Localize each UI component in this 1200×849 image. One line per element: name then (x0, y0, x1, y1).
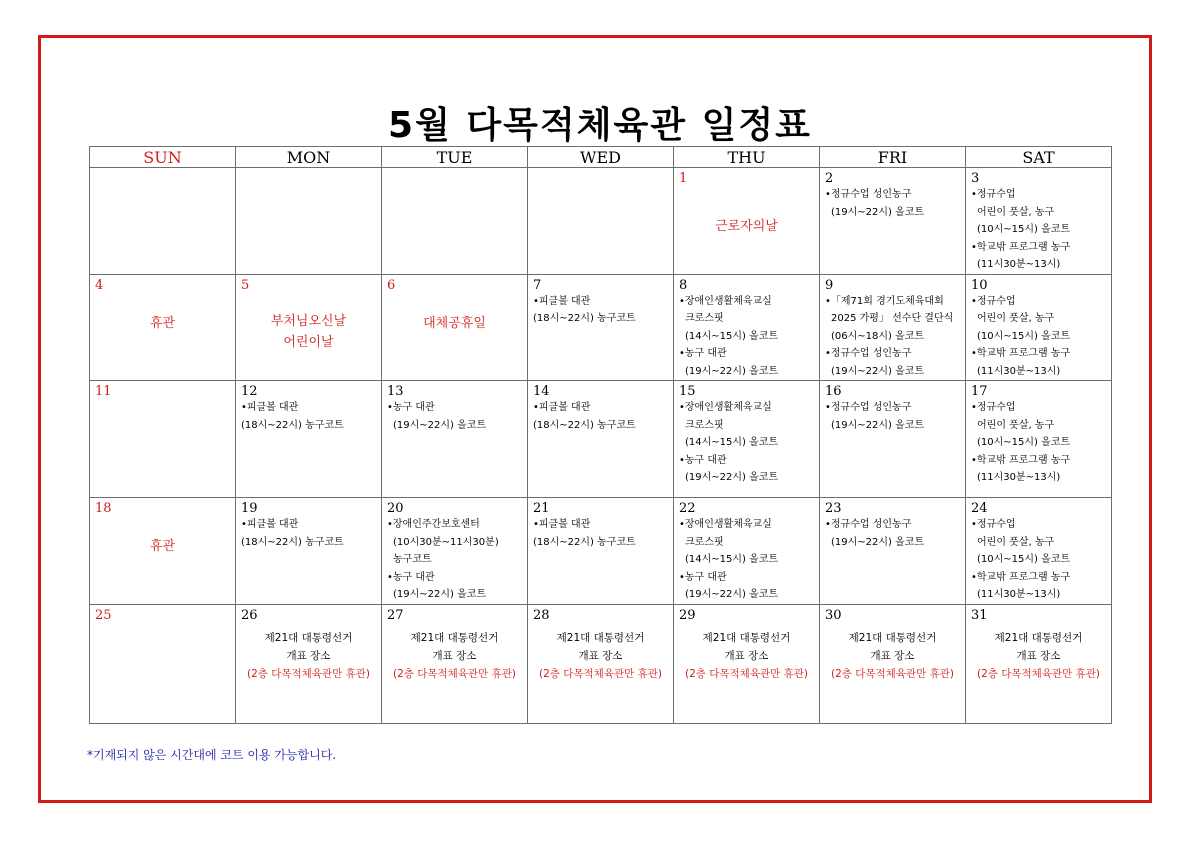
day-number: 7 (533, 277, 542, 293)
day-number: 16 (825, 384, 842, 399)
day-cell (674, 168, 820, 275)
day-cell (236, 381, 382, 498)
day-number: 30 (825, 607, 842, 623)
week-row (90, 168, 1112, 275)
day-cell (966, 274, 1112, 381)
event-detail: 어린이 풋살, 농구 (977, 206, 1055, 218)
event-title: •피클볼 대관 (241, 519, 299, 530)
day-cell (820, 498, 966, 605)
event-detail: 농구코트 (393, 554, 432, 565)
event-detail: 어린이 풋살, 농구 (977, 313, 1055, 324)
event-detail: (10시~15시) 올코트 (977, 224, 1071, 235)
event-title: •정규수업 (971, 519, 1016, 530)
election-notice (674, 623, 819, 683)
election-text: 제21대 대통령선거 (702, 631, 791, 644)
event-detail: (10시~15시) 올코트 (977, 330, 1071, 342)
event-title: •피클볼 대관 (241, 402, 299, 413)
day-number: 5 (241, 277, 250, 293)
weekday-header-fri: FRI (820, 147, 966, 168)
day-cell (528, 381, 674, 498)
day-cell (966, 498, 1112, 605)
election-text: 개표 장소 (432, 649, 477, 662)
election-notice (966, 623, 1111, 683)
event-detail: (11시30분~13시) (977, 259, 1061, 270)
closure-note: (2층 다목적체육관만 휴관) (685, 667, 808, 680)
event-title: •정규수업 성인농구 (825, 348, 912, 359)
day-number: 6 (387, 277, 396, 293)
holiday-text: 대체공휴일 (423, 315, 486, 331)
event-title: •피클볼 대관 (533, 402, 591, 413)
election-text: 제21대 대통령선거 (994, 631, 1083, 644)
event-detail: (19시~22시) 올코트 (831, 536, 925, 548)
day-number: 22 (679, 501, 696, 516)
weekday-header-row (90, 147, 1112, 168)
day-number: 28 (533, 607, 550, 623)
day-cell (674, 498, 820, 605)
day-cell (528, 168, 674, 275)
election-text: 제21대 대통령선거 (410, 631, 499, 644)
event-list (528, 399, 673, 434)
day-cell (90, 498, 236, 605)
day-cell (820, 274, 966, 381)
day-number: 1 (679, 171, 688, 186)
event-detail: (19시~22시) 올코트 (685, 589, 779, 600)
event-detail: (19시~22시) 올코트 (831, 206, 925, 218)
day-number: 2 (825, 171, 834, 186)
event-detail: (19시~22시) 올코트 (685, 365, 779, 377)
election-text: 개표 장소 (578, 649, 623, 662)
event-list (820, 399, 965, 434)
event-title: •장애인생활체육교실 (679, 519, 772, 530)
day-cell (90, 381, 236, 498)
holiday-label (90, 536, 235, 557)
event-title: •피클볼 대관 (533, 519, 591, 530)
event-detail: 어린이 풋살, 농구 (977, 536, 1055, 548)
event-title: •학교밖 프로그램 농구 (971, 454, 1071, 466)
event-list (528, 516, 673, 551)
day-cell (382, 274, 528, 381)
day-number: 20 (387, 501, 404, 516)
day-cell (528, 498, 674, 605)
event-detail: (10시~15시) 올코트 (977, 437, 1071, 448)
event-detail: (11시30분~13시) (977, 365, 1061, 377)
event-title: •농구 대관 (679, 571, 727, 583)
day-cell (382, 168, 528, 275)
day-cell (90, 604, 236, 723)
weekday-header-thu: THU (674, 147, 820, 168)
election-text: 제21대 대통령선거 (556, 631, 645, 644)
event-detail: 크로스핏 (685, 419, 724, 431)
day-number: 31 (971, 607, 988, 623)
event-detail: (19시~22시) 올코트 (393, 419, 487, 431)
event-title: •학교밖 프로그램 농구 (971, 241, 1071, 253)
footnote: *기재되지 않은 시간대에 코트 이용 가능합니다. (87, 748, 337, 762)
event-list (966, 516, 1111, 604)
day-number: 25 (95, 607, 112, 623)
event-title: •「제71회 경기도체육대회 (825, 295, 944, 307)
day-cell (528, 274, 674, 381)
day-number: 15 (679, 384, 696, 399)
event-list (674, 293, 819, 381)
event-title: •농구 대관 (679, 348, 727, 359)
event-title: •피클볼 대관 (533, 295, 591, 307)
day-cell (90, 168, 236, 275)
day-cell (236, 274, 382, 381)
holiday-text: 어린이날 (283, 334, 334, 350)
day-number: 3 (971, 171, 980, 186)
event-title: •정규수업 (971, 189, 1016, 200)
closure-note: (2층 다목적체육관만 휴관) (977, 667, 1100, 680)
election-text: 개표 장소 (1016, 649, 1061, 662)
event-detail: (11시30분~13시) (977, 589, 1061, 600)
day-number: 11 (95, 384, 112, 399)
election-text: 제21대 대통령선거 (264, 631, 353, 644)
event-list (236, 516, 381, 551)
election-notice (382, 623, 527, 683)
day-number: 21 (533, 501, 550, 516)
closure-note: (2층 다목적체육관만 휴관) (831, 667, 954, 680)
day-number: 13 (387, 384, 404, 399)
day-cell (966, 381, 1112, 498)
election-text: 제21대 대통령선거 (848, 631, 937, 644)
day-number: 12 (241, 384, 258, 399)
event-list (966, 399, 1111, 487)
day-number: 18 (95, 501, 112, 516)
holiday-label (236, 311, 381, 353)
week-row (90, 498, 1112, 605)
event-title: •학교밖 프로그램 농구 (971, 348, 1071, 359)
event-title: •농구 대관 (387, 571, 435, 583)
event-list (820, 293, 965, 381)
event-title: •정규수업 성인농구 (825, 189, 912, 200)
weekday-header-mon: MON (236, 147, 382, 168)
event-detail: (06시~18시) 올코트 (831, 330, 925, 342)
event-detail: (19시~22시) 올코트 (831, 419, 925, 431)
day-number: 9 (825, 277, 834, 293)
day-cell (674, 604, 820, 723)
day-cell (820, 604, 966, 723)
event-detail: (10시30분~11시30분) (393, 536, 499, 548)
event-title: •정규수업 성인농구 (825, 519, 912, 530)
day-number: 8 (679, 277, 688, 293)
day-number: 23 (825, 501, 842, 516)
closure-note: (2층 다목적체육관만 휴관) (247, 667, 370, 680)
week-row (90, 274, 1112, 381)
event-list (674, 516, 819, 604)
event-list (674, 399, 819, 487)
event-list (528, 293, 673, 328)
holiday-text: 부처님오신날 (270, 313, 347, 329)
event-detail: (18시~22시) 농구코트 (533, 536, 636, 548)
week-row (90, 604, 1112, 723)
day-number: 26 (241, 607, 258, 623)
weekday-header-wed: WED (528, 147, 674, 168)
closure-note: (2층 다목적체육관만 휴관) (393, 667, 516, 680)
day-cell (966, 604, 1112, 723)
day-cell (382, 498, 528, 605)
day-cell (674, 381, 820, 498)
election-notice (820, 623, 965, 683)
event-detail: (18시~22시) 농구코트 (241, 536, 344, 548)
event-detail: (11시30분~13시) (977, 472, 1061, 483)
weekday-header-sat: SAT (966, 147, 1112, 168)
weekday-header-tue: TUE (382, 147, 528, 168)
event-title: •농구 대관 (679, 454, 727, 466)
event-detail: (14시~15시) 올코트 (685, 554, 779, 565)
election-text: 개표 장소 (870, 649, 915, 662)
event-list (382, 516, 527, 604)
day-cell (90, 274, 236, 381)
election-text: 개표 장소 (724, 649, 769, 662)
day-cell (236, 168, 382, 275)
event-title: •장애인주간보호센터 (387, 519, 480, 530)
day-cell (236, 498, 382, 605)
holiday-label (382, 313, 527, 334)
event-title: •장애인생활체육교실 (679, 402, 772, 413)
event-title: •정규수업 (971, 402, 1016, 413)
event-title: •농구 대관 (387, 402, 435, 413)
event-list (966, 293, 1111, 381)
event-title: •장애인생활체육교실 (679, 295, 772, 307)
event-detail: (10시~15시) 올코트 (977, 554, 1071, 565)
event-detail: (14시~15시) 올코트 (685, 330, 779, 342)
day-cell (528, 604, 674, 723)
event-list (382, 399, 527, 434)
day-cell (966, 168, 1112, 275)
election-notice (528, 623, 673, 683)
event-detail: (19시~22시) 올코트 (393, 589, 487, 600)
holiday-text: 휴관 (149, 539, 176, 554)
event-detail: (19시~22시) 올코트 (685, 472, 779, 483)
day-number: 27 (387, 607, 404, 623)
holiday-text: 휴관 (149, 315, 176, 331)
event-detail: (14시~15시) 올코트 (685, 437, 779, 448)
day-cell (674, 274, 820, 381)
event-detail: (19시~22시) 올코트 (831, 365, 925, 377)
holiday-label (90, 313, 235, 334)
calendar-table (89, 146, 1112, 724)
event-detail: (18시~22시) 농구코트 (241, 419, 344, 431)
event-detail: 크로스핏 (685, 536, 724, 548)
day-number: 14 (533, 384, 550, 399)
event-detail: 2025 가평」 선수단 결단식 (831, 313, 954, 324)
day-number: 10 (971, 277, 988, 293)
event-list (236, 399, 381, 434)
event-title: •정규수업 (971, 295, 1016, 307)
day-cell (820, 381, 966, 498)
election-text: 개표 장소 (286, 649, 331, 662)
event-detail: 크로스핏 (685, 313, 724, 324)
event-list (820, 186, 965, 221)
day-cell (382, 604, 528, 723)
holiday-label (674, 216, 819, 237)
event-list (966, 186, 1111, 274)
day-cell (236, 604, 382, 723)
event-detail: (18시~22시) 농구코트 (533, 313, 636, 324)
day-number: 4 (95, 277, 104, 293)
page-title: 5월 다목적체육관 일정표 (388, 105, 812, 146)
weekday-header-sun: SUN (90, 147, 236, 168)
closure-note: (2층 다목적체육관만 휴관) (539, 667, 662, 680)
day-cell (382, 381, 528, 498)
day-number: 19 (241, 501, 258, 516)
week-row (90, 381, 1112, 498)
election-notice (236, 623, 381, 683)
day-number: 29 (679, 607, 696, 623)
event-detail: (18시~22시) 농구코트 (533, 419, 636, 431)
event-list (820, 516, 965, 551)
day-number: 17 (971, 384, 988, 399)
event-detail: 어린이 풋살, 농구 (977, 419, 1055, 431)
event-title: •학교밖 프로그램 농구 (971, 571, 1071, 583)
event-title: •정규수업 성인농구 (825, 402, 912, 413)
day-number: 24 (971, 501, 988, 516)
day-cell (820, 168, 966, 275)
holiday-text: 근로자의날 (715, 219, 778, 234)
